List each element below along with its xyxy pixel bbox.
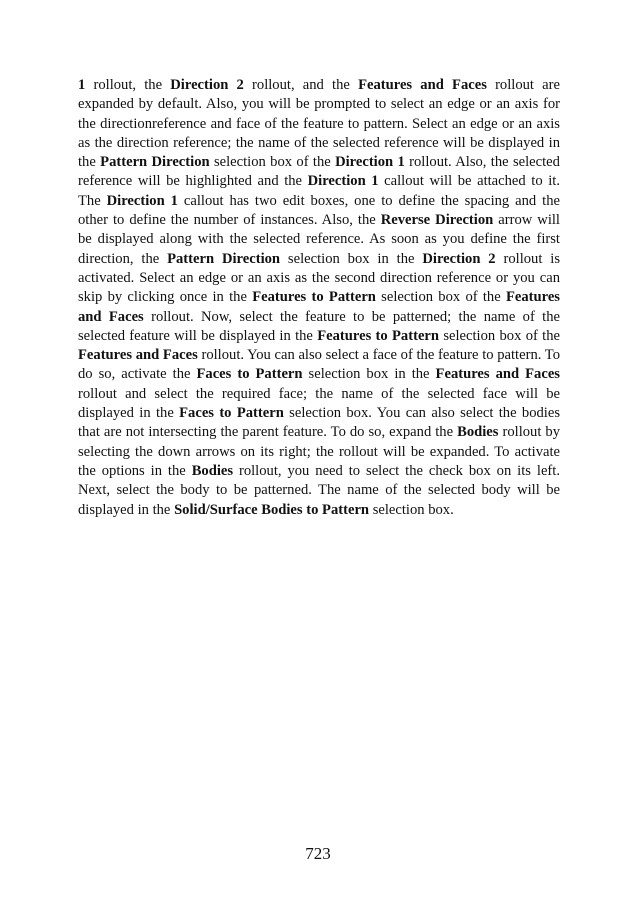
text-run: rollout. Also, the selected reference will be highlighted and the bbox=[78, 154, 560, 190]
text-run: selection box. You can also select the bodies that are not intersecting the parent feature. To do so, expand the bbox=[78, 405, 560, 441]
bold-term: Direction 2 bbox=[422, 250, 496, 267]
text-run: selection box in the bbox=[302, 366, 436, 383]
text-run: rollout and select the required face; the name of the selected face will be displayed in the bbox=[78, 385, 560, 422]
bold-term: Bodies bbox=[457, 424, 499, 441]
bold-term: Faces to Pattern bbox=[179, 405, 284, 422]
text-run: rollout, and the bbox=[243, 77, 359, 93]
bold-term: Faces to Pattern bbox=[196, 366, 303, 383]
body-paragraph bbox=[78, 76, 560, 520]
text-run: selection box. bbox=[369, 501, 454, 518]
text-run: selection box of the bbox=[439, 327, 560, 344]
text-run: rollout is activated. Select an edge or an axis as the second direction reference or you can skip by clicking once in the bbox=[78, 250, 560, 306]
bold-term: Features and Faces bbox=[78, 347, 198, 364]
text-run: rollout. Now, select the feature to be patterned; the name of the selected feature will be displayed in the bbox=[78, 308, 560, 344]
bold-term: Bodies bbox=[191, 462, 234, 479]
bold-term: Reverse Direction bbox=[380, 212, 494, 229]
bold-term: Features and Faces bbox=[78, 289, 560, 325]
text-run: selection box of the bbox=[209, 154, 336, 171]
bold-term: Solid/Surface Bodies to Pattern bbox=[174, 501, 370, 518]
text-run: callout will be attached to it. The bbox=[78, 173, 560, 209]
bold-term: 1 bbox=[78, 77, 86, 93]
text-run: rollout are expanded by default. Also, you will be prompted to select an edge or an axis for the directionreference and face of the feature to pattern. Select an edge or an axis as the direction reference; the name of the selected reference will be displayed in the bbox=[78, 77, 560, 171]
text-run: rollout, you need to select the check box on its left. Next, select the body to be patterned. The name of the selected body will be displayed in the bbox=[78, 462, 560, 518]
bold-term: Pattern Direction bbox=[167, 250, 281, 267]
bold-term: Direction 1 bbox=[335, 154, 405, 171]
bold-term: Features to Pattern bbox=[252, 289, 376, 306]
bold-term: Direction 1 bbox=[307, 173, 379, 190]
text-run: selection box in the bbox=[280, 250, 423, 267]
text-run: arrow will be displayed along with the selected reference. As soon as you define the first direction, the bbox=[78, 212, 560, 267]
bold-term: Pattern Direction bbox=[100, 154, 210, 171]
bold-term: Direction 1 bbox=[106, 192, 178, 209]
paragraph-text bbox=[78, 76, 560, 520]
text-run: selection box of the bbox=[375, 289, 506, 306]
page-number: 723 bbox=[305, 844, 331, 863]
bold-term: Features and Faces bbox=[435, 366, 560, 383]
bold-term: Direction 2 bbox=[170, 77, 244, 93]
text-run: rollout. You can also select a face of the feature to pattern. To do so, activate the bbox=[78, 347, 560, 383]
bold-term: Features and Faces bbox=[358, 77, 487, 93]
bold-term: Features to Pattern bbox=[317, 327, 440, 344]
text-run: callout has two edit boxes, one to define the spacing and the other to define the number of instances. Also, the bbox=[78, 192, 560, 229]
text-run: rollout by selecting the down arrows on its right; the rollout will be expanded. To activate the options in the bbox=[78, 424, 560, 479]
text-run: rollout, the bbox=[85, 77, 171, 93]
